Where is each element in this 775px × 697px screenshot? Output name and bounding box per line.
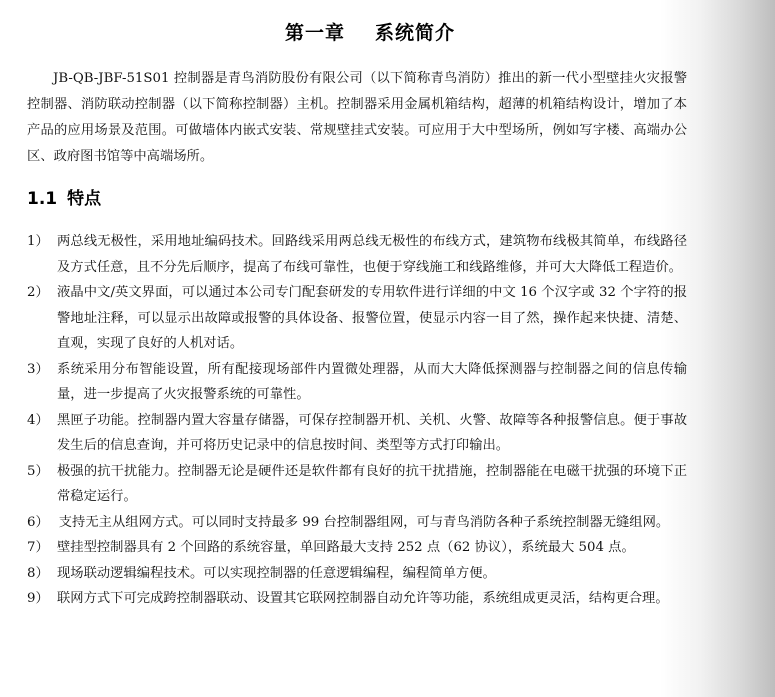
- list-item-text: 支持无主从组网方式。可以同时支持最多 99 台控制器组网，可与青鸟消防各种子系统控制器无缝组网。: [58, 514, 670, 530]
- chapter-name: 系统简介: [375, 22, 456, 44]
- list-item: [27, 459, 687, 510]
- list-item-text: 液晶中文/英文界面，可以通过本公司专门配套研发的专用软件进行详细的中文 16 个汉字或 32 个字符的报警地址注释，可以显示出故障或报警的具体设备、报警位置，使显示内容一目了然，操作起来快捷、清楚、直观，实现了良好的人机对话。: [57, 285, 687, 351]
- list-item-number: 4）: [27, 412, 49, 428]
- list-item-text: 壁挂型控制器具有 2 个回路的系统容量，单回路最大支持 252 点（62 协议），系统最大 504 点。: [57, 540, 635, 555]
- list-item-number: 8）: [27, 565, 49, 581]
- section-heading: [27, 184, 101, 209]
- feature-list: [27, 229, 687, 612]
- chapter-label: 第一章: [284, 22, 345, 44]
- list-item: [27, 561, 687, 587]
- list-item: [27, 357, 687, 408]
- list-item: [27, 229, 687, 280]
- list-item-text: 系统采用分布智能设置，所有配接现场部件内置微处理器，从而大大降低探测器与控制器之间的信息传输量，进一步提高了火灾报警系统的可靠性。: [57, 361, 687, 402]
- list-item-number: 1）: [27, 234, 49, 249]
- list-item-text: 联网方式下可完成跨控制器联动、设置其它联网控制器自动允许等功能，系统组成更灵活，结构更合理。: [57, 591, 669, 606]
- list-item-number: 3）: [27, 361, 49, 377]
- section-number: 1.1: [27, 189, 58, 209]
- list-item-text: 两总线无极性，采用地址编码技术。回路线采用两总线无极性的布线方式，建筑物布线极其简单，布线路径及方式任意，且不分先后顺序，提高了布线可靠性，也便于穿线施工和线路维修，并可大大降低工程造价。: [57, 234, 687, 275]
- list-item-number: 2）: [27, 285, 49, 300]
- list-item-text: 现场联动逻辑编程技术。可以实现控制器的任意逻辑编程，编程简单方便。: [57, 565, 496, 581]
- list-item: [27, 408, 687, 459]
- list-item-number: 5）: [27, 463, 49, 479]
- list-item-number: 9）: [27, 591, 49, 606]
- list-item-number: 7）: [27, 540, 49, 555]
- list-item: [27, 535, 687, 561]
- list-item-text: 极强的抗干扰能力。控制器无论是硬件还是软件都有良好的抗干扰措施，控制器能在电磁干扰强的环境下正常稳定运行。: [57, 463, 687, 504]
- intro-paragraph: JB-QB-JBF-51S01 控制器是青鸟消防股份有限公司（以下简称青鸟消防）推出的新一代小型壁挂火灾报警控制器、消防联动控制器（以下简称控制器）主机。控制器采用金属机箱结构，超薄的机箱结构设计，增加了本产品的应用场景及范围。可做墙体内嵌式安装、常规壁挂式安装。可应用于大中型场所，例如写字楼、高端办公区、政府图书馆等中高端场所。: [27, 71, 687, 164]
- list-item-number: 6）: [27, 514, 49, 530]
- chapter-title: [0, 18, 740, 45]
- list-item: [27, 510, 687, 536]
- list-item-text: 黑匣子功能。控制器内置大容量存储器，可保存控制器开机、关机、火警、故障等各种报警信息。便于事故发生后的信息查询，并可将历史记录中的信息按时间、类型等方式打印输出。: [57, 412, 687, 453]
- list-item: [27, 586, 687, 612]
- list-item: [27, 280, 687, 357]
- section-name: 特点: [67, 189, 102, 209]
